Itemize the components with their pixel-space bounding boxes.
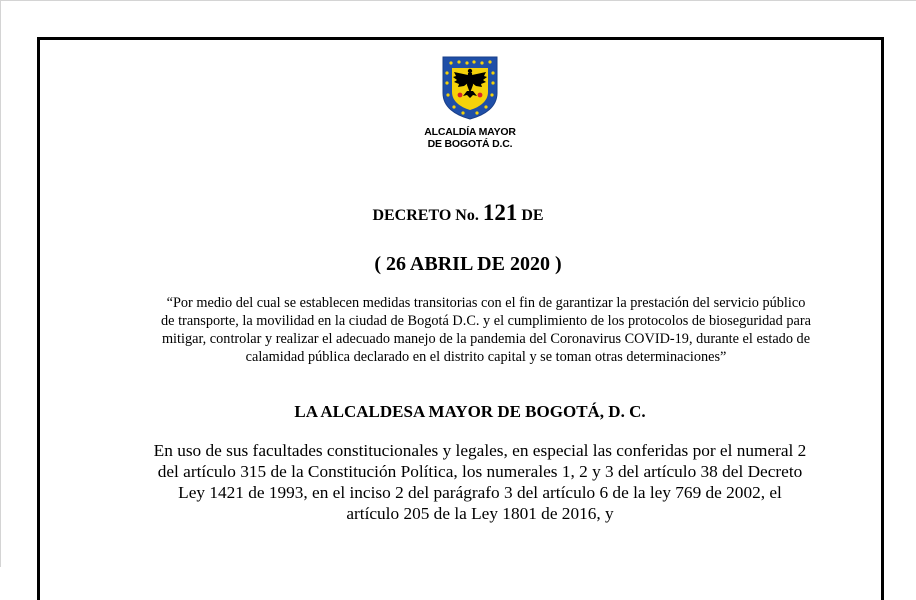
- page-edge: [0, 0, 1, 567]
- preamble-line: Ley 1421 de 1993, en el inciso 2 del parágrafo 3 del artículo 6 de la ley 769 de 2002, el: [178, 483, 782, 502]
- logo-caption-line1: ALCALDÍA MAYOR: [424, 126, 516, 138]
- bogota-coat-of-arms-icon: [441, 55, 499, 121]
- decree-summary: [128, 294, 844, 366]
- summary-line: de transporte, la movilidad en la ciudad de Bogotá D.C. y el cumplimiento de los protocolos de bioseguridad para: [161, 313, 811, 329]
- summary-line: calamidad pública declarado en el distrito capital y se toman otras determinaciones”: [245, 349, 727, 365]
- logo-caption-line2: DE BOGOTÁ D.C.: [427, 138, 513, 150]
- preamble-line: En uso de sus facultades constitucionales y legales, en especial las conferidas por el numeral 2: [153, 441, 807, 460]
- decree-suffix: DE: [521, 207, 544, 224]
- summary-line: “Por medio del cual se establecen medidas transitorias con el fin de garantizar la prestación del servicio público: [166, 295, 806, 311]
- decree-date: ( 26 ABRIL DE 2020 ): [374, 253, 562, 275]
- decree-prefix: DECRETO No.: [372, 207, 479, 224]
- decree-title: [0, 201, 916, 228]
- preamble: [130, 440, 830, 524]
- preamble-line: artículo 205 de la Ley 1801 de 2016, y: [346, 504, 614, 523]
- page-edge: [0, 0, 916, 1]
- authority-heading: LA ALCALDESA MAYOR DE BOGOTÁ, D. C.: [294, 402, 646, 421]
- summary-line: mitigar, controlar y realizar el adecuado manejo de la pandemia del Coronavirus COVID-19, durante el estado de: [161, 331, 811, 347]
- preamble-line: del artículo 315 de la Constitución Política, los numerales 1, 2 y 3 del artículo 38 del Decreto: [157, 462, 803, 481]
- decree-number: 121: [482, 200, 518, 225]
